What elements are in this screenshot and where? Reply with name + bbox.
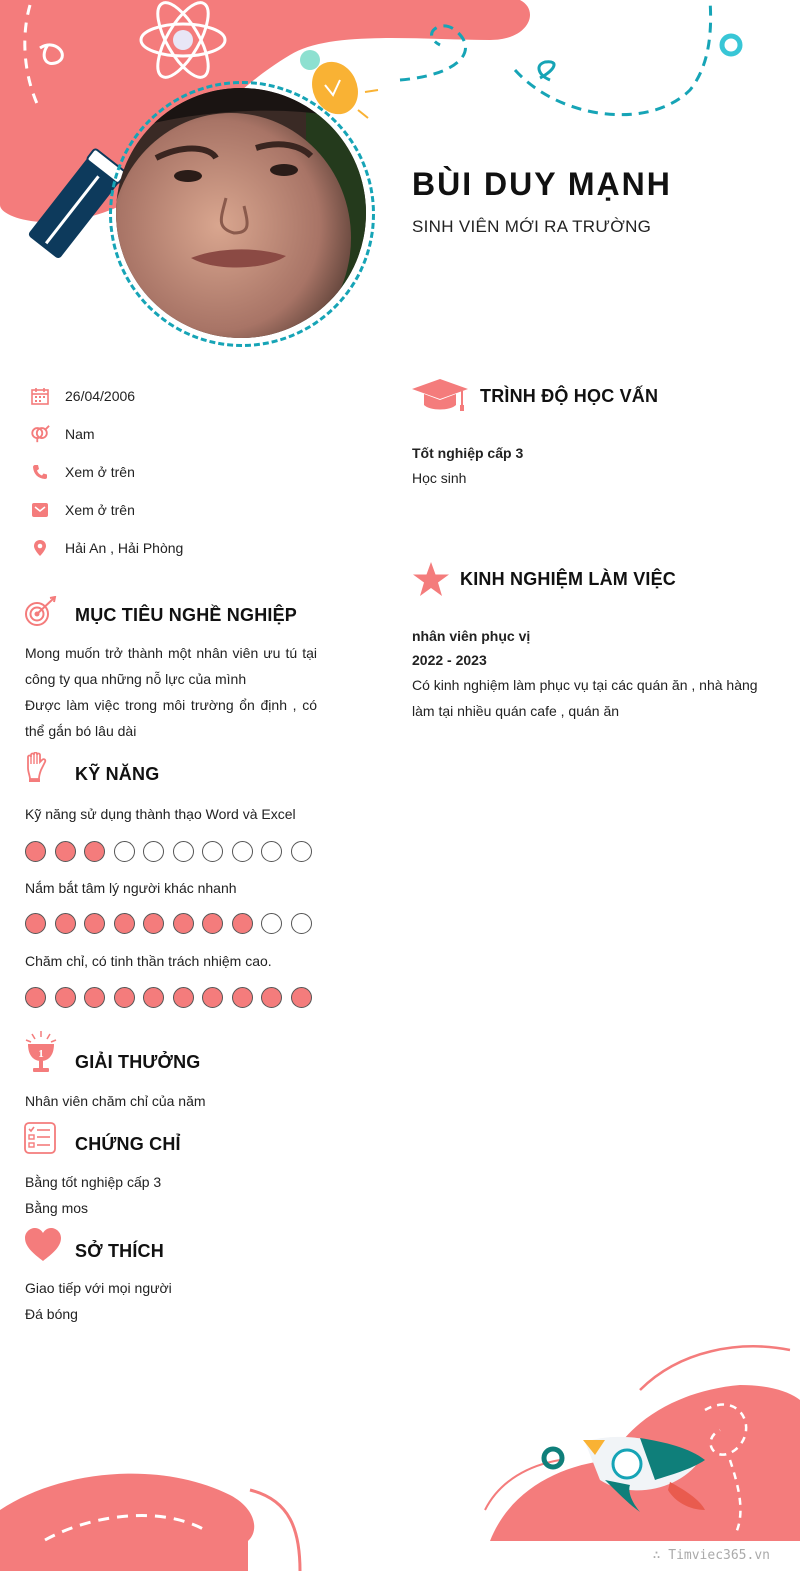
rating-dot-filled: [202, 987, 223, 1008]
rating-dot-empty: [261, 913, 282, 934]
rating-dot-filled: [84, 987, 105, 1008]
education-degree: Tốt nghiệp cấp 3: [412, 445, 524, 461]
birthdate-text: 26/04/2006: [65, 388, 136, 404]
rating-dot-filled: [143, 913, 164, 934]
location-pin-icon: [30, 538, 50, 558]
rating-dot-empty: [173, 841, 194, 862]
svg-text:1: 1: [38, 1048, 44, 1060]
experience-description: Có kinh nghiệm làm phục vụ tại các quán ăn , nhà hàng làm tại nhiều quán cafe , quán ăn: [412, 677, 758, 719]
rating-dot-filled: [55, 987, 76, 1008]
objective-title: MỤC TIÊU NGHỀ NGHIỆP: [75, 605, 298, 625]
rating-dot-filled: [25, 987, 46, 1008]
rating-dot-filled: [202, 913, 223, 934]
email-icon: [30, 500, 50, 520]
phone-icon: [30, 462, 50, 482]
heart-icon: [24, 1228, 62, 1267]
rating-dot-filled: [25, 913, 46, 934]
hand-icon: [25, 752, 47, 787]
watermark: ∴ Timviec365.vn: [652, 1548, 770, 1563]
info-phone: [30, 461, 135, 483]
rating-dot-filled: [232, 987, 253, 1008]
rating-dot-filled: [114, 913, 135, 934]
candidate-role: SINH VIÊN MỚI RA TRƯỜNG: [412, 217, 652, 236]
candidate-name: BÙI DUY MẠNH: [412, 166, 672, 202]
rating-dot-filled: [232, 913, 253, 934]
objective-line-1: Mong muốn trở thành một nhân viên ưu tú tại công ty qua những nỗ lực của mình: [25, 645, 317, 687]
skill-3-rating: [25, 987, 320, 1008]
rating-dot-empty: [261, 841, 282, 862]
rating-dot-empty: [143, 841, 164, 862]
hobby-item: Giao tiếp với mọi người: [25, 1280, 172, 1296]
education-detail: Học sinh: [412, 470, 467, 486]
rating-dot-filled: [25, 841, 46, 862]
rating-dot-filled: [291, 987, 312, 1008]
calendar-icon: [30, 386, 50, 406]
experience-title: KINH NGHIỆM LÀM VIỆC: [460, 569, 677, 589]
gender-text: Nam: [65, 426, 95, 442]
hobby-list: [25, 1275, 172, 1327]
skill-3-name: Chăm chỉ, có tinh thần trách nhiệm cao.: [25, 953, 272, 969]
rating-dot-filled: [84, 841, 105, 862]
rating-dot-filled: [84, 913, 105, 934]
rating-dot-filled: [143, 987, 164, 1008]
skill-2-name: Nắm bắt tâm lý người khác nhanh: [25, 880, 237, 896]
target-icon: [24, 596, 58, 633]
gender-icon: [30, 424, 50, 444]
rating-dot-filled: [114, 987, 135, 1008]
rating-dot-empty: [202, 841, 223, 862]
objective-text: [25, 640, 317, 744]
rating-dot-filled: [55, 841, 76, 862]
rating-dot-filled: [261, 987, 282, 1008]
footer-decoration: [0, 1330, 800, 1571]
info-birthdate: [30, 385, 135, 407]
experience-period: 2022 - 2023: [412, 652, 487, 668]
hobbies-title: SỞ THÍCH: [75, 1241, 164, 1261]
skill-1-rating: [25, 841, 320, 862]
graduation-cap-icon: [412, 379, 468, 420]
skill-1-name: Kỹ năng sử dụng thành thạo Word và Excel: [25, 806, 296, 822]
rating-dot-filled: [55, 913, 76, 934]
rating-dot-empty: [232, 841, 253, 862]
certificate-item: Bằng mos: [25, 1200, 89, 1216]
skill-2-rating: [25, 913, 320, 934]
info-gender: [30, 423, 95, 445]
objective-line-2: Được làm việc trong môi trường ổn định , có thể gắn bó lâu dài: [25, 697, 317, 739]
certificates-title: CHỨNG CHỈ: [75, 1134, 181, 1154]
phone-text: Xem ở trên: [65, 464, 135, 480]
experience-position: nhân viên phục vị: [412, 628, 531, 644]
address-text: Hải An , Hải Phòng: [65, 540, 184, 556]
award-item: Nhân viên chăm chỉ của năm: [25, 1093, 206, 1109]
avatar: [116, 88, 366, 338]
skills-title: KỸ NĂNG: [75, 764, 160, 784]
awards-title: GIẢI THƯỞNG: [75, 1052, 201, 1072]
certificate-item: Bằng tốt nghiệp cấp 3: [25, 1174, 162, 1190]
info-email: [30, 499, 135, 521]
certificate-list: [25, 1169, 161, 1221]
rating-dot-empty: [291, 913, 312, 934]
education-title: TRÌNH ĐỘ HỌC VẤN: [480, 386, 659, 406]
rating-dot-empty: [114, 841, 135, 862]
star-icon: [413, 562, 449, 601]
email-text: Xem ở trên: [65, 502, 135, 518]
info-address: [30, 537, 183, 559]
certificate-list-icon: [24, 1122, 56, 1159]
rating-dot-empty: [291, 841, 312, 862]
rating-dot-filled: [173, 913, 194, 934]
rating-dot-filled: [173, 987, 194, 1008]
hobby-item: Đá bóng: [25, 1306, 78, 1322]
trophy-icon: [24, 1031, 58, 1080]
